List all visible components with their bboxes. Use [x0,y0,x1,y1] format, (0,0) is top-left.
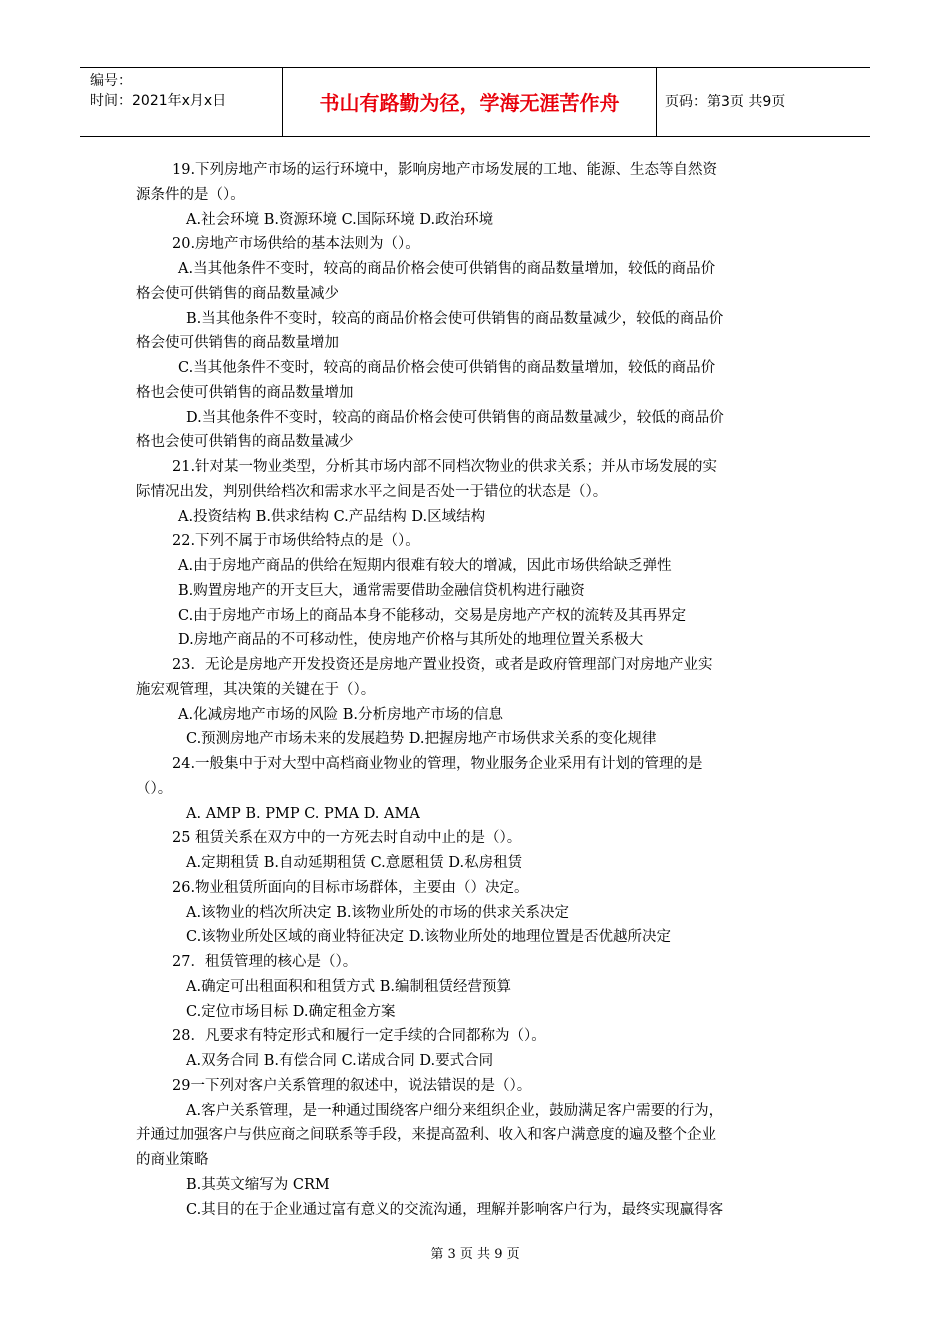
text-line: 23．无论是房地产开发投资还是房地产置业投资，或者是政府管理部门对房地产业实 [172,657,713,673]
text-line: 源条件的是（）。 [136,186,245,203]
text-line: A.确定可出租面积和租赁方式 B.编制租赁经营预算 [186,978,511,995]
text-line: A.社会环境 B.资源环境 C.国际环境 D.政治环境 [186,211,494,228]
page-header [80,67,870,137]
text-line: （）。 [136,780,173,797]
text-line: 27．租赁管理的核心是（）。 [172,954,358,970]
text-line: 20.房地产市场供给的基本法则为（）。 [172,236,420,253]
text-line: D.房地产商品的不可移动性，使房地产价格与其所处的地理位置关系极大 [178,632,644,649]
page-footer: 第 3 页 共 9 页 [430,1247,520,1262]
text-line: A.该物业的档次所决定 B.该物业所处的市场的供求关系决定 [186,904,569,921]
text-line: 的商业策略 [136,1152,209,1168]
text-line: A.由于房地产商品的供给在短期内很难有较大的增减，因此市场供给缺乏弹性 [178,558,672,574]
text-line: D.当其他条件不变时，较高的商品价格会使可供销售的商品数量减少，较低的商品价 [186,409,724,426]
text-line: C.预测房地产市场未来的发展趋势 D.把握房地产市场供求关系的变化规律 [186,731,657,748]
text-line: 25 租赁关系在双方中的一方死去时自动中止的是（）。 [172,830,522,847]
text-line: 格会使可供销售的商品数量增加 [136,335,339,352]
text-line: C.当其他条件不变时，较高的商品价格会使可供销售的商品数量增加，较低的商品价 [178,360,716,376]
text-line: A.投资结构 B.供求结构 C.产品结构 D.区域结构 [178,508,486,525]
text-line: A.化减房地产市场的风险 B.分析房地产市场的信息 [178,706,503,723]
text-line: 际情况出发，判别供给档次和需求水平之间是否处一于错位的状态是（）。 [136,483,608,500]
text-line: 26.物业租赁所面向的目标市场群体，主要由（）决定。 [172,879,529,896]
header-page-cell [657,68,870,136]
text-line: 22.下列不属于市场供给特点的是（）。 [172,533,420,550]
text-line: 29一下列对客户关系管理的叙述中，说法错误的是（）。 [172,1077,532,1094]
text-line: 施宏观管理，其决策的关键在于（）。 [136,681,376,698]
text-line: C.定位市场目标 D.确定租金方案 [186,1003,396,1020]
document-number-label: 编号： [90,73,132,89]
text-line: A.双务合同 B.有偿合同 C.诺成合同 D.要式合同 [186,1053,494,1069]
text-line: A.定期租赁 B.自动延期租赁 C.意愿租赁 D.私房租赁 [186,855,523,871]
text-line: 格会使可供销售的商品数量减少 [136,285,339,302]
header-motto-cell [283,68,657,136]
text-line: C.其目的在于企业通过富有意义的交流沟通，理解并影响客户行为，最终实现赢得客 [186,1201,724,1218]
header-page-number: 页码：第3页 共9页 [665,94,786,110]
text-line: A.客户关系管理，是一种通过围绕客户细分来组织企业，鼓励满足客户需要的行为， [186,1102,724,1119]
document-body [136,158,812,1222]
text-line: 格也会使可供销售的商品数量增加 [136,384,354,401]
text-line: 24.一般集中于对大型中高档商业物业的管理，物业服务企业采用有计划的管理的是 [172,756,703,772]
text-line: 格也会使可供销售的商品数量减少 [136,434,354,451]
text-line: 并通过加强客户与供应商之间联系等手段，来提高盈利、收入和客户满意度的遍及整个企业 [136,1127,716,1144]
document-date-label: 时间：2021年x月x日 [90,93,227,109]
text-line: 19.下列房地产市场的运行环境中，影响房地产市场发展的工地、能源、生态等自然资 [172,162,718,178]
text-line: C.由于房地产市场上的商品本身不能移动，交易是房地产产权的流转及其再界定 [178,607,687,624]
text-line: A. AMP B. PMP C. PMA D. AMA [186,805,420,822]
text-line: B.购置房地产的开支巨大，通常需要借助金融信贷机构进行融资 [178,582,585,599]
text-line: 21.针对某一物业类型，分析其市场内部不同档次物业的供求关系；并从市场发展的实 [172,459,718,475]
text-line: B.其英文缩写为 CRM [186,1176,330,1193]
header-motto: 书山有路勤为径，学海无涯苦作舟 [319,91,620,115]
text-line: C.该物业所处区域的商业特征决定 D.该物业所处的地理位置是否优越所决定 [186,929,672,946]
text-line: A.当其他条件不变时，较高的商品价格会使可供销售的商品数量增加，较低的商品价 [178,261,716,277]
text-line: 28．凡要求有特定形式和履行一定手续的合同都称为（）。 [172,1028,546,1045]
header-meta-cell [80,68,283,136]
text-line: B.当其他条件不变时，较高的商品价格会使可供销售的商品数量减少，较低的商品价 [186,310,724,327]
